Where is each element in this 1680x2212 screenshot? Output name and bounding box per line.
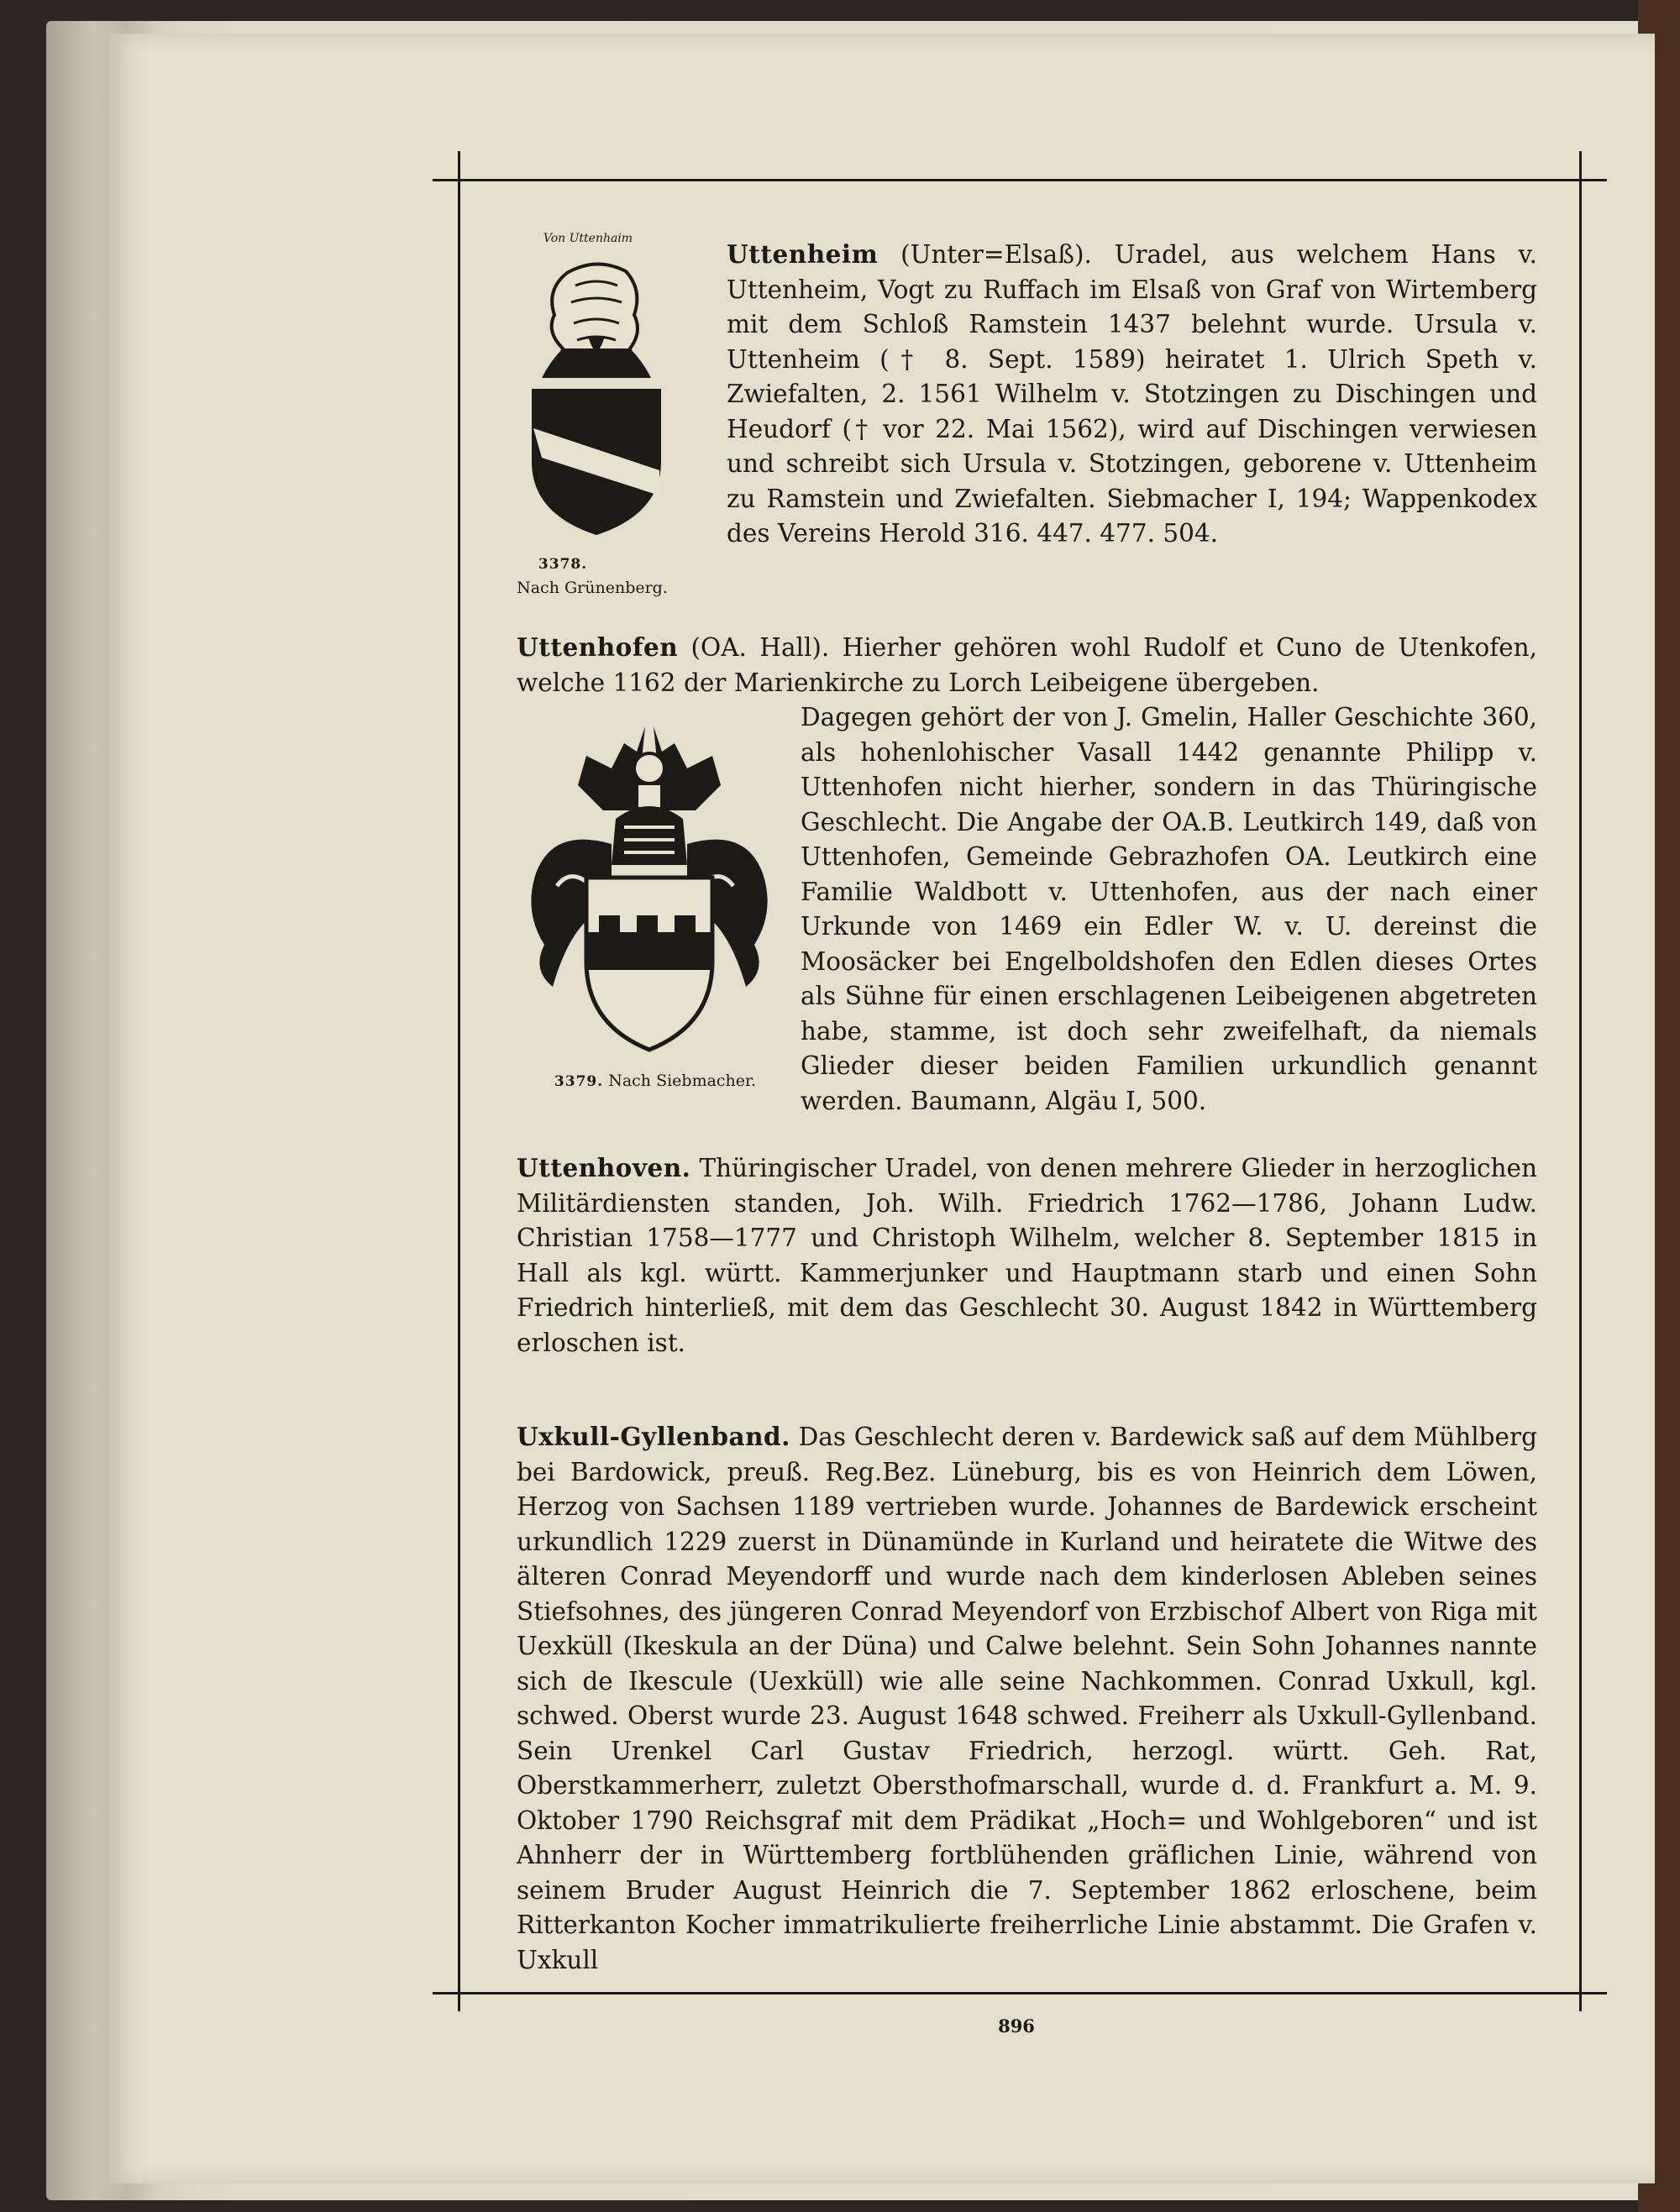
coat-of-arms-banner: Von Uttenhaim: [543, 232, 633, 245]
frame-rule-bottom: [433, 1992, 1607, 1994]
page-number: 896: [998, 2015, 1035, 2036]
figure-caption-3379-text: Nach Siebmacher.: [608, 1072, 757, 1090]
headword-uttenheim: Uttenheim: [727, 239, 879, 269]
figure-caption-3378: Nach Grünenberg.: [517, 579, 668, 597]
entry-uttenhoven: [517, 1151, 1537, 1360]
entry-uxkull-gyllenband: [517, 1419, 1537, 1978]
entry-uttenhoven-body: Thüringischer Uradel, von denen mehrere Glieder in herzoglichen Militärdiensten standen, Joh. Wilh. Friedrich 1762—1786, Johann Ludw. Christian 1758—1777 und Christoph Wilhelm, welcher 8. September 1815 in Hall als kgl. württ. Kammerjunker und Hauptmann starb und einen Sohn Friedrich hinterließ, mit dem das Geschlecht 30. August 1842 in Württemberg erloschen ist.: [517, 1154, 1537, 1357]
entry-uttenheim: [727, 237, 1537, 552]
figure-caption-3379: [538, 1071, 773, 1092]
entry-uttenhofen-intro-body: (OA. Hall). Hierher gehören wohl Rudolf et Cuno de Utenkofen, welche 1162 der Marienkirche zu Lorch Leibeigene übergeben.: [517, 633, 1537, 697]
figure-number-3378: 3378.: [538, 556, 588, 573]
frame-rule-top: [433, 179, 1607, 181]
entry-uxkull-gyllenband-body: Das Geschlecht deren v. Bardewick saß auf dem Mühlberg bei Bardowick, preuß. Reg.Bez. Lüneburg, bis es von Heinrich dem Löwen, Herzog von Sachsen 1189 vertrieben wurde. Johannes de Bardewick erscheint urkundlich 1229 zuerst in Dünamünde in Kurland und heiratete die Witwe des älteren Conrad Meyendorff und wurde nach dem kinderlosen Ableben seines Stiefsohnes, des jüngeren Conrad Meyendorf von Erzbischof Albert von Riga mit Uexküll (Ikeskula an der Düna) und Calwe belehnt. Sein Sohn Johannes nannte sich de Ikescule (Uexküll) wie alle seine Nachkommen. Conrad Uxkull, kgl. schwed. Oberst wurde 23. August 1648 schwed. Freiherr als Uxkull-Gyllenband. Sein Urenkel Carl Gustav Friedrich, herzogl. württ. Geh. Rat, Oberstkammerherr, zuletzt Obersthofmarschall, wurde d. d. Frankfurt a. M. 9. Oktober 1790 Reichsgraf mit dem Prädikat „Hoch= und Wohlgeboren“ und ist Ahnherr der in Württemberg fortblühenden gräflichen Linie, während von seinem Bruder August Heinrich die 7. September 1862 erloschene, beim Ritterkanton Kocher immatrikulierte freiherrliche Linie abstammt. Die Grafen v. Uxkull: [517, 1423, 1537, 1974]
entry-uttenheim-body: (Unter=Elsaß). Uradel, aus welchem Hans v. Uttenheim, Vogt zu Ruffach im Elsaß von Graf von Wirtemberg mit dem Schloß Ramstein 1437 belehnt wurde. Ursula v. Uttenheim († 8. Sept. 1589) heiratet 1. Ulrich Speth v. Zwiefalten, 2. 1561 Wilhelm v. Stotzingen zu Dischingen und Heudorf († vor 22. Mai 1562), wird auf Dischingen verwiesen und schreibt sich Ursula v. Stotzingen, geborene v. Uttenheim zu Ramstein und Zwiefalten. Siebmacher I, 194; Wappenkodex des Vereins Herold 316. 447. 477. 504.: [727, 240, 1537, 548]
headword-uxkull-gyllenband: Uxkull-Gyllenband.: [517, 1422, 790, 1451]
entry-uttenhofen-body: Dagegen gehört der von J. Gmelin, Haller Geschichte 360, als hohenlohischer Vasall 1442 genannte Philipp v. Uttenhofen nicht hierher, sondern in das Thüringische Geschlecht. Die Angabe der OA.B. Leutkirch 149, daß von Uttenhofen, Gemeinde Gebrazhofen OA. Leutkirch eine Familie Waldbott v. Uttenhofen, aus der nach einer Urkunde von 1469 ein Edler W. v. U. dereinst die Moosäcker bei Engelboldshofen den Edlen dieses Ortes als Sühne für einen erschlagenen Leibeigenen abgetreten habe, stamme, ist doch sehr zweifelhaft, da niemals Glieder dieser beiden Familien urkundlich genannt werden. Baumann, Algäu I, 500.: [801, 703, 1537, 1115]
frame-rule-right: [1579, 151, 1582, 2011]
frame-rule-left: [458, 151, 460, 2011]
coat-of-arms-uttenheim: [517, 256, 676, 537]
figure-number-3379: 3379.: [554, 1073, 604, 1090]
headword-uttenhoven: Uttenhoven.: [517, 1153, 691, 1182]
entry-uttenhofen-intro: [517, 630, 1537, 700]
headword-uttenhofen: Uttenhofen: [517, 632, 679, 662]
coat-of-arms-uttenhofen: [519, 718, 780, 1054]
